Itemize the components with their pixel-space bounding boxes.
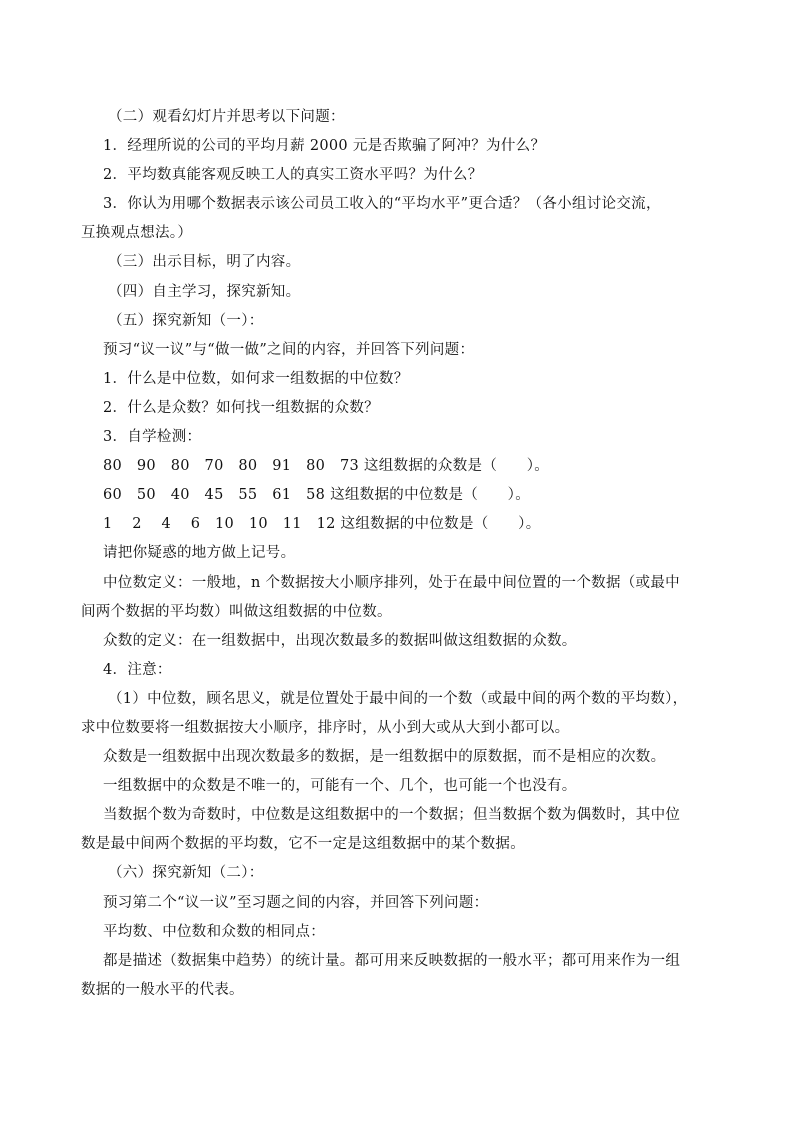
- similarities-heading: 平均数、中位数和众数的相同点：: [103, 923, 325, 940]
- note-median-parity-continued: 数是最中间两个数据的平均数，它不一定是这组数据中的某个数据。: [81, 836, 525, 853]
- note-1-continued: 求中位数要将一组数据按大小顺序，排序时，从小到大或从大到小都可以。: [81, 719, 570, 736]
- section-heading-6: （六）探究新知（二）：: [108, 865, 264, 882]
- mode-definition: 众数的定义：在一组数据中，出现次数最多的数据叫做这组数据的众数。: [103, 632, 577, 649]
- preview-question-1: 1．什么是中位数，如何求一组数据的中位数？: [103, 370, 409, 387]
- similarities-text-continued: 数据的一般水平的代表。: [81, 981, 244, 998]
- section-heading-4: （四）自主学习，探究新知。: [108, 283, 301, 300]
- preview-instruction-1: 预习“议一议”与“做一做”之间的内容，并回答下列问题：: [103, 341, 475, 358]
- document-body: [81, 103, 715, 1005]
- note-median-parity: 当数据个数为奇数时，中位数是这组数据中的一个数据；但当数据个数为偶数时，其中位: [103, 807, 681, 824]
- section-heading-2: （二）观看幻灯片并思考以下问题：: [108, 109, 345, 125]
- section-heading-3: （三）出示目标，明了内容。: [108, 254, 301, 271]
- question-2: 2．平均数真能客观反映工人的真实工资水平吗？为什么？: [103, 167, 483, 184]
- question-1: 1．经理所说的公司的平均月薪 2000 元是否欺骗了阿冲？为什么？: [103, 138, 546, 155]
- similarities-text: 都是描述（数据集中趋势）的统计量。都可用来反映数据的一般水平；都可用来作为一组: [103, 952, 681, 969]
- self-test-item-1: 80 90 80 70 80 91 80 73 这组数据的众数是（ ）。: [103, 458, 550, 475]
- question-3: 3．你认为用哪个数据表示该公司员工收入的“平均水平”更合适？（各小组讨论交流，: [103, 196, 661, 213]
- note-1: （1）中位数，顾名思义，就是位置处于最中间的一个数（或最中间的两个数的平均数），: [108, 690, 688, 707]
- preview-instruction-2: 预习第二个“议一议”至习题之间的内容，并回答下列问题：: [103, 894, 489, 911]
- mark-doubts-note: 请把你疑惑的地方做上记号。: [103, 545, 296, 562]
- median-definition-continued: 间两个数据的平均数）叫做这组数据的中位数。: [81, 603, 392, 620]
- self-test-heading: 3．自学检测：: [103, 429, 202, 446]
- median-definition: 中位数定义：一般地，n 个数据按大小顺序排列，处于在最中间位置的一个数据（或最中: [103, 574, 680, 591]
- section-heading-5: （五）探究新知（一）：: [108, 312, 264, 329]
- self-test-item-3: 1 2 4 6 10 10 11 12 这组数据的中位数是（ ）。: [103, 516, 541, 533]
- note-heading: 4．注意：: [103, 661, 172, 678]
- note-mode-1: 众数是一组数据中出现次数最多的数据，是一组数据中的原数据，而不是相应的次数。: [103, 749, 666, 766]
- self-test-item-2: 60 50 40 45 55 61 58 这组数据的中位数是（ ）。: [103, 487, 531, 504]
- preview-question-2: 2．什么是众数？如何找一组数据的众数？: [103, 399, 379, 416]
- note-mode-2: 一组数据中的众数是不唯一的，可能有一个、几个，也可能一个也没有。: [103, 778, 577, 795]
- question-3-continued: 互换观点想法。）: [81, 225, 193, 242]
